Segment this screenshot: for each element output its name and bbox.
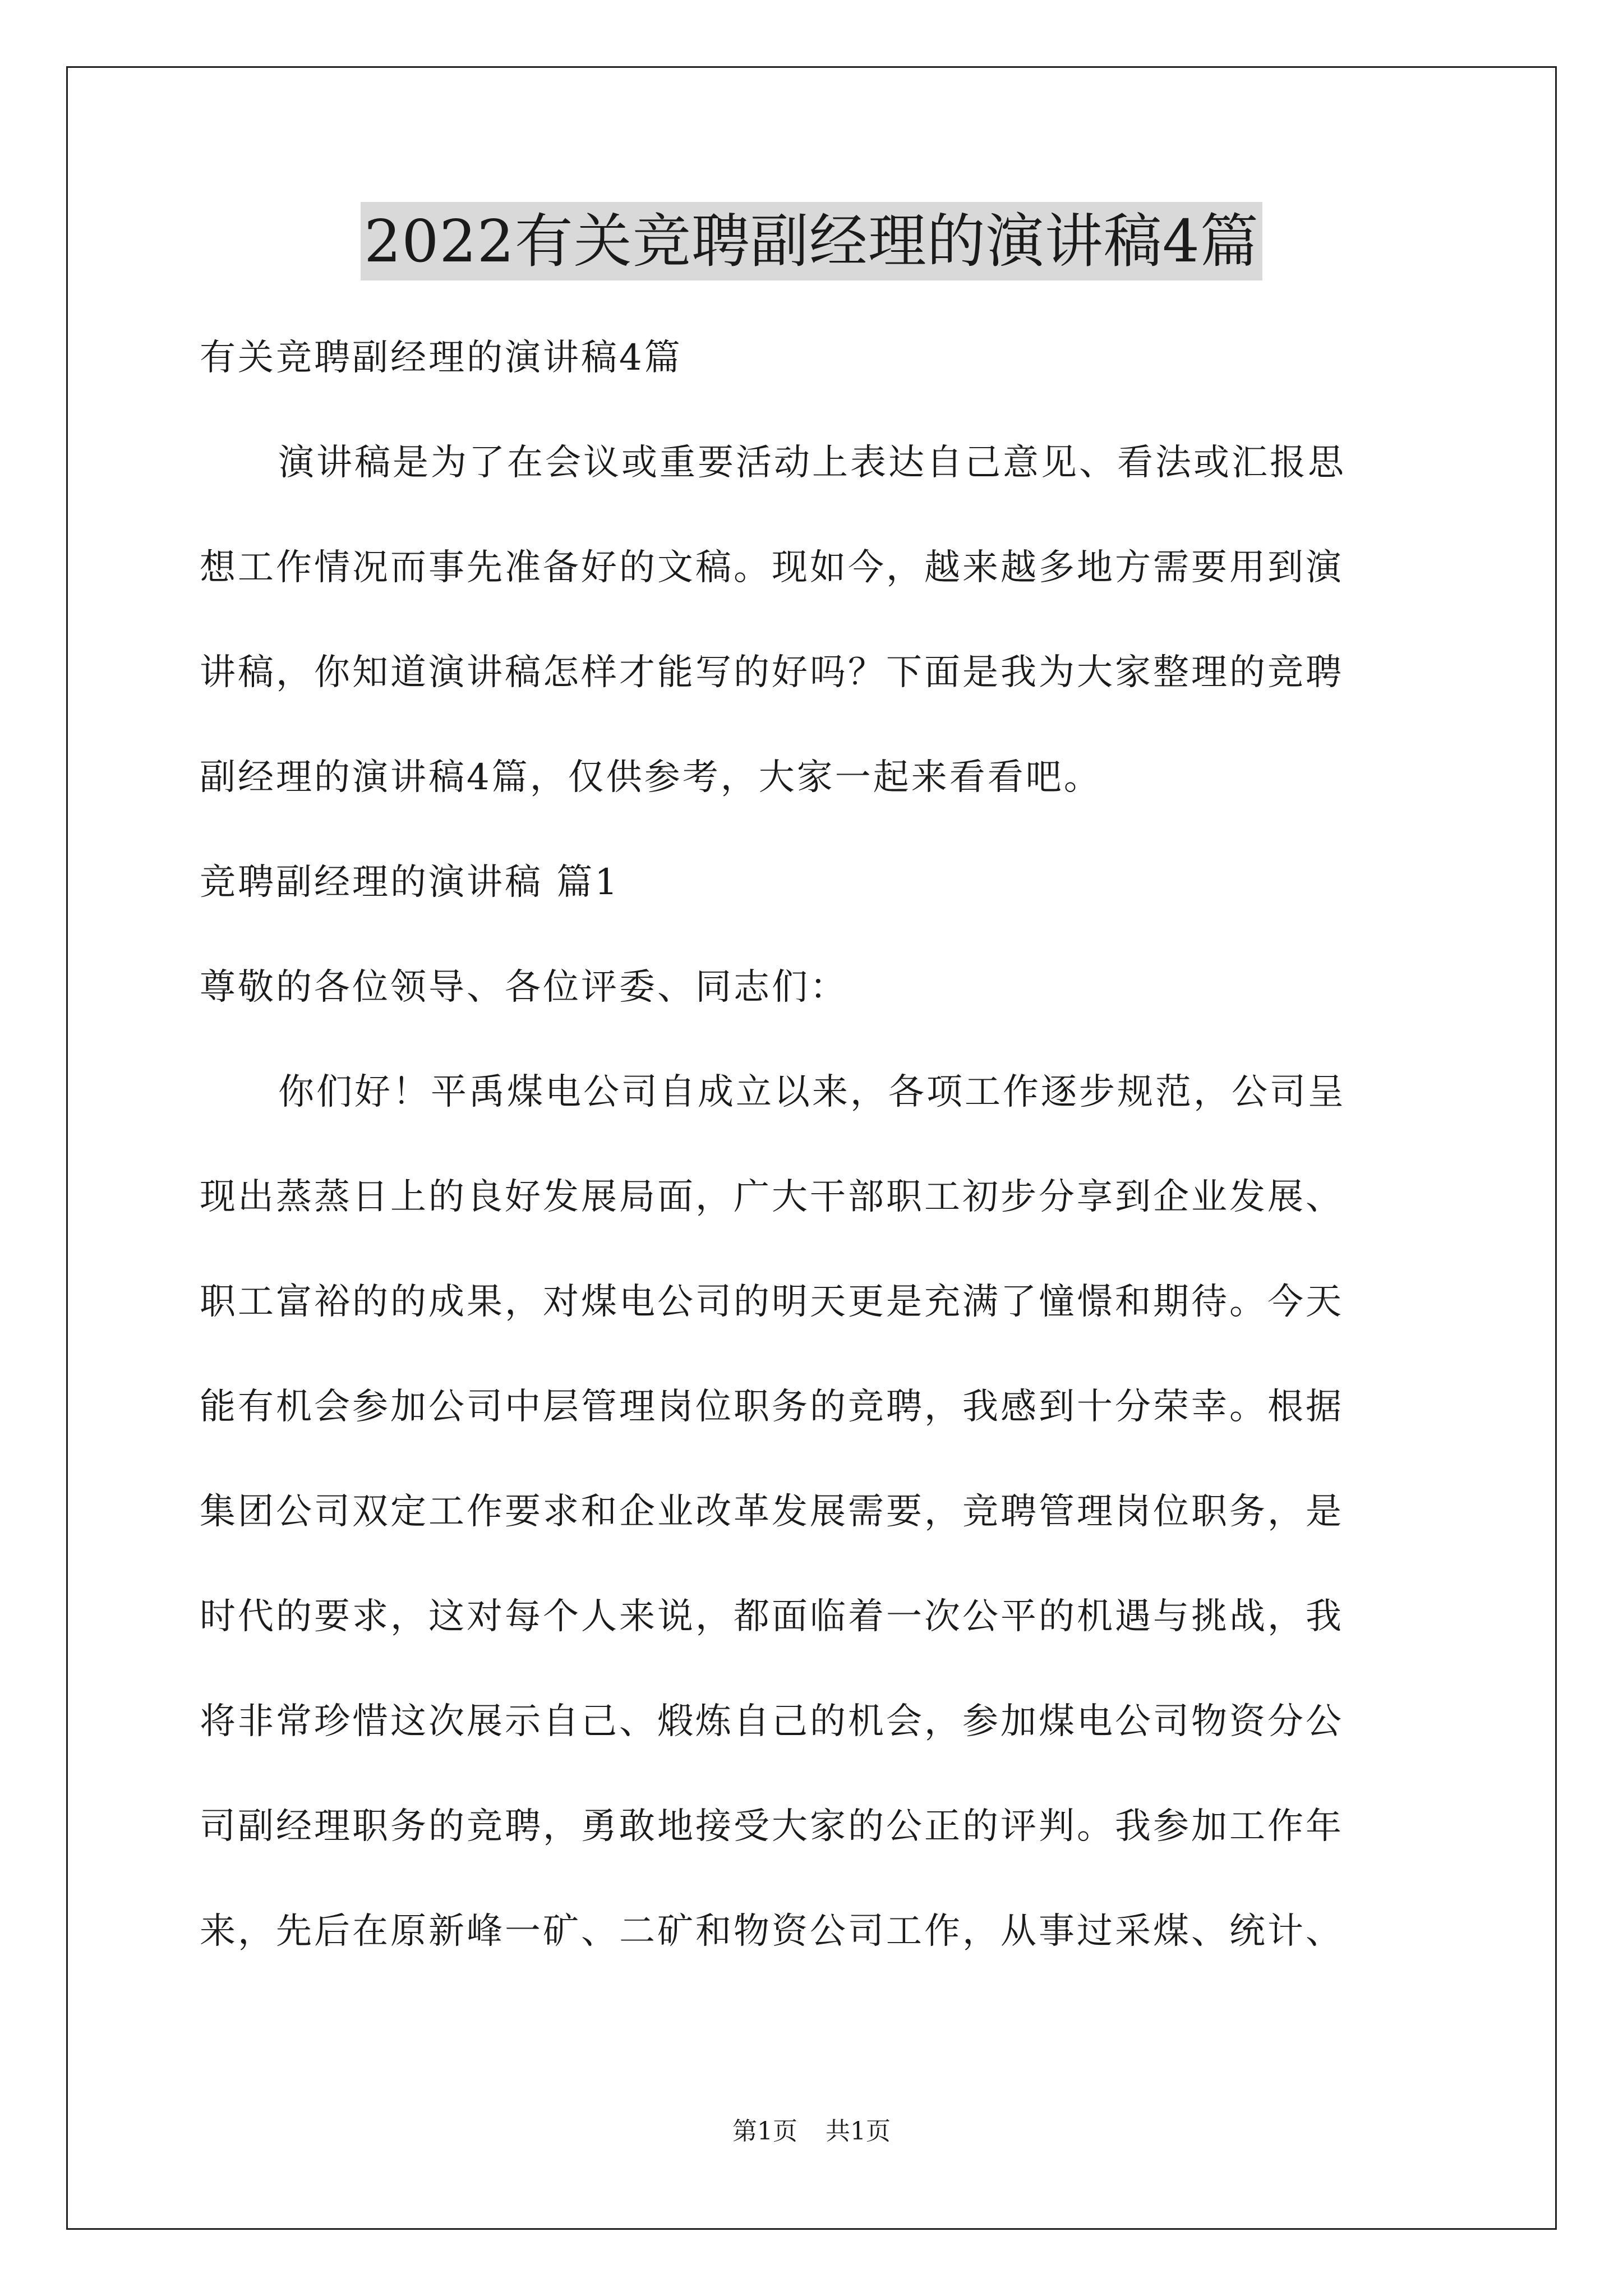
text-line: 副经理的演讲稿4篇，仅供参考，大家一起来看看吧。 (200, 757, 1102, 798)
text-line: 时代的要求，这对每个人来说，都面临着一次公平的机遇与挑战，我 (200, 1596, 1344, 1637)
text-line: 能有机会参加公司中层管理岗位职务的竞聘，我感到十分荣幸。根据 (200, 1386, 1344, 1428)
page-number-current: 第1页 (732, 2117, 797, 2146)
page-number-total: 共1页 (826, 2117, 891, 2146)
document-title: 2022有关竞聘副经理的演讲稿4篇 (361, 202, 1262, 280)
section-heading: 竞聘副经理的演讲稿 篇1 (200, 862, 620, 903)
text-line: 你们好！平禹煤电公司自成立以来，各项工作逐步规范，公司呈 (278, 1071, 1346, 1113)
page-footer (0, 2115, 1623, 2148)
title-area (0, 202, 1623, 280)
text-line: 有关竞聘副经理的演讲稿4篇 (200, 337, 683, 379)
text-line: 来，先后在原新峰一矿、二矿和物资公司工作，从事过采煤、统计、 (200, 1911, 1344, 1952)
text-line: 集团公司双定工作要求和企业改革发展需要，竞聘管理岗位职务，是 (200, 1491, 1344, 1533)
text-line: 将非常珍惜这次展示自己、煅炼自己的机会，参加煤电公司物资分公 (200, 1701, 1344, 1742)
salutation: 尊敬的各位领导、各位评委、同志们： (200, 967, 848, 1008)
text-line: 司副经理职务的竞聘，勇敢地接受大家的公正的评判。我参加工作年 (200, 1806, 1344, 1847)
document-body (200, 306, 1428, 1984)
text-line: 想工作情况而事先准备好的文稿。现如今，越来越多地方需要用到演 (200, 547, 1344, 588)
text-line: 现出蒸蒸日上的良好发展局面，广大干部职工初步分享到企业发展、 (200, 1176, 1344, 1218)
text-line: 讲稿，你知道演讲稿怎样才能写的好吗？下面是我为大家整理的竞聘 (200, 652, 1344, 693)
text-line: 职工富裕的的成果，对煤电公司的明天更是充满了憧憬和期待。今天 (200, 1281, 1344, 1323)
text-line: 演讲稿是为了在会议或重要活动上表达自己意见、看法或汇报思 (278, 442, 1346, 484)
